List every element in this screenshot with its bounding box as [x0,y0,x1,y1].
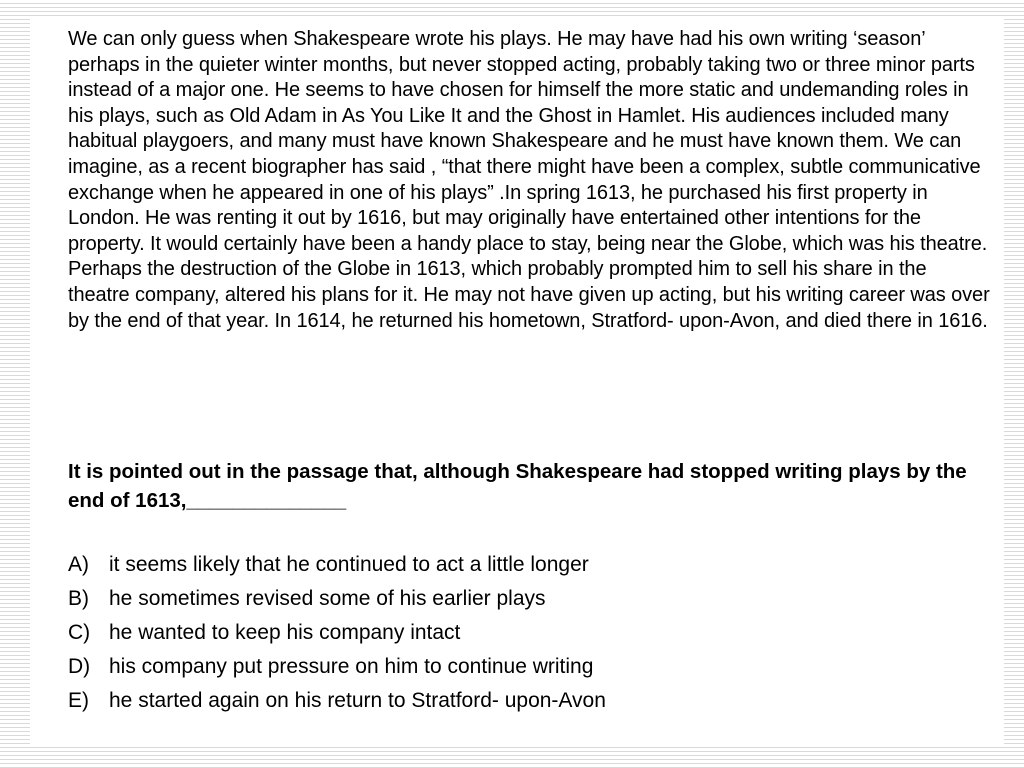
option-letter: A) [68,553,89,576]
option-d[interactable] [68,651,606,685]
option-a[interactable] [68,549,606,583]
option-letter: C) [68,621,91,644]
option-c[interactable] [68,617,606,651]
reading-passage: We can only guess when Shakespeare wrote his plays. He may have had his own writing ‘season’ perhaps in the quieter winter months, but never stopped acting, probably taking two or three minor parts instead of a major one. He seems to have chosen for himself the more static and undemanding roles in his plays, such as Old Adam in As You Like It and the Ghost in Hamlet. His audiences included many habitual playgoers, and many must have known Shakespeare and he must have known them. We can imagine, as a recent biographer has said , “that there might have been a complex, subtle communicative exchange when he appeared in one of his plays” .In spring 1613, he purchased his first property in London. He was renting it out by 1616, but may originally have entertained other intentions for the property. It would certainly have been a handy place to stay, being near the Globe, which was his theatre. Perhaps the destruction of the Globe in 1613, which probably prompted him to sell his share in the theatre company, altered his plans for it. He may not have given up acting, but his writing career was over by the end of that year. In 1614, he returned his hometown, Stratford- upon-Avon, and died there in 1616. [68,28,990,332]
question-stem: It is pointed out in the passage that, although Shakespeare had stopped writing plays by the end of 1613,______________ [68,460,967,512]
slide [30,16,1004,746]
answer-options [68,549,606,719]
option-letter: B) [68,587,89,610]
option-letter: E) [68,689,89,712]
option-text: he started again on his return to Stratford- upon-Avon [109,689,606,712]
option-e[interactable] [68,685,606,719]
option-b[interactable] [68,583,606,617]
option-text: it seems likely that he continued to act a little longer [109,553,589,576]
option-letter: D) [68,655,91,678]
option-text: he wanted to keep his company intact [109,621,461,644]
option-text: he sometimes revised some of his earlier plays [109,587,546,610]
option-text: his company put pressure on him to continue writing [109,655,594,678]
